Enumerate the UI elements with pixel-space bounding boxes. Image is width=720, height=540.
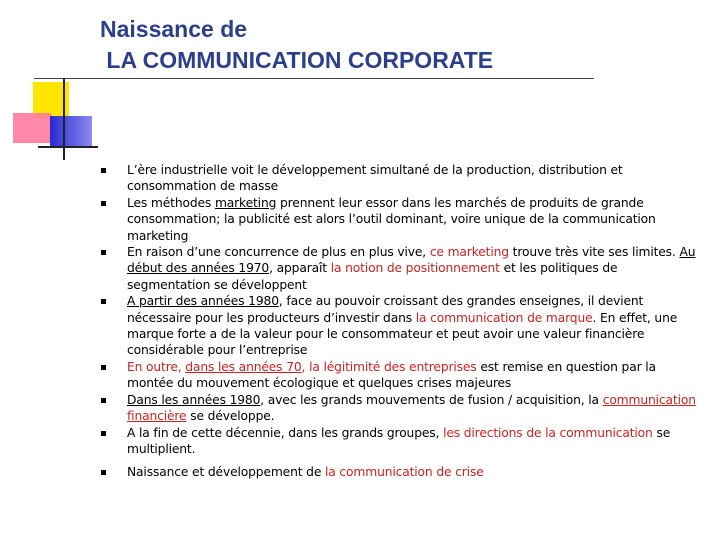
bullet-text-segment: marketing <box>214 195 277 210</box>
bullet-list <box>101 162 701 481</box>
bullet-square-icon <box>101 470 106 475</box>
bullet-text-segment: la notion de positionnement <box>330 261 500 276</box>
bullet-text-segment: et les politiques de segmentation se développent <box>127 261 618 292</box>
bullet-text-segment: communication financière <box>127 392 696 424</box>
bullet-square-icon <box>101 398 106 403</box>
bullet-text-segment: En raison d’une concurrence de plus en plus vive, <box>127 245 430 260</box>
pink-block <box>13 113 51 143</box>
bullet-item <box>101 195 701 244</box>
bullet-text-segment: est remise en question par la montée du mouvement écologique et quelques crises majeures <box>127 359 656 391</box>
bullet-square-icon <box>101 168 106 173</box>
bullet-item <box>101 425 701 458</box>
bullet-text-segment: En outre, <box>127 359 186 374</box>
bullet-text-segment: dans les années 70 <box>185 359 302 374</box>
bullet-square-icon <box>101 365 106 370</box>
slide-title-line-1: Naissance de <box>100 16 248 42</box>
bullet-text-segment: les directions de la communication <box>443 425 653 440</box>
bullet-text-segment: , la légitimité des entreprises <box>301 359 477 374</box>
bullet-text-segment: A partir des années 1980 <box>127 294 279 309</box>
bullet-square-icon <box>101 299 106 304</box>
bullet-item <box>101 244 701 293</box>
bullet-item <box>101 293 701 359</box>
bullet-text-segment: L’ère industrielle voit le développement simultané de la production, distribution et consommation de masse <box>127 163 623 194</box>
bullet-text-segment: , apparaît <box>269 261 331 276</box>
bullet-item <box>101 464 701 480</box>
top-divider-line <box>34 78 594 79</box>
bullet-spacer <box>101 457 701 464</box>
bullet-square-icon <box>101 431 106 436</box>
bullet-text-segment: prennent leur essor dans les marchés de produits de grande consommation; la publicité est alors l’outil dominant, voire unique de la communication marketing <box>127 195 656 243</box>
bullet-item <box>101 162 701 195</box>
bullet-square-icon <box>101 250 106 255</box>
bullet-text-segment: se développe. <box>186 409 275 424</box>
bullet-text-segment: Dans les années 1980 <box>127 392 261 407</box>
horizontal-line <box>38 146 98 148</box>
bullet-text-segment: , face au pouvoir croissant des grandes enseignes, il devient nécessaire pour les producteurs d’investir dans <box>127 294 644 325</box>
bullet-text-segment: se multiplient. <box>127 425 671 456</box>
bullet-text-segment: Les méthodes <box>127 195 215 210</box>
decorative-corner-graphic <box>0 0 110 165</box>
bullet-item <box>101 392 701 425</box>
slide-title <box>100 14 493 76</box>
bullet-text-segment: Au début des années 1970 <box>127 245 696 276</box>
bullet-square-icon <box>101 201 106 206</box>
bullet-item <box>101 359 701 392</box>
bullet-text-segment: ce marketing <box>429 245 509 260</box>
bullet-text-segment: Naissance et développement de <box>127 465 326 480</box>
bullet-text-segment: la communication de crise <box>325 465 484 480</box>
blue-block <box>50 116 92 146</box>
bullet-text-segment: la communication de marque <box>415 310 593 325</box>
bullet-text-segment: A la fin de cette décennie, dans les grands groupes, <box>127 425 444 440</box>
bullet-text-segment: , avec les grands mouvements de fusion / acquisition, la <box>260 392 603 407</box>
bullet-text-segment: . En effet, une marque forte a de la valeur pour le consommateur et peut avoir une valeur financière considérable pour l’entreprise <box>127 310 678 358</box>
bullet-text-segment: trouve très vite ses limites. <box>508 245 680 260</box>
slide-title-line-2: LA COMMUNICATION CORPORATE <box>100 47 494 73</box>
